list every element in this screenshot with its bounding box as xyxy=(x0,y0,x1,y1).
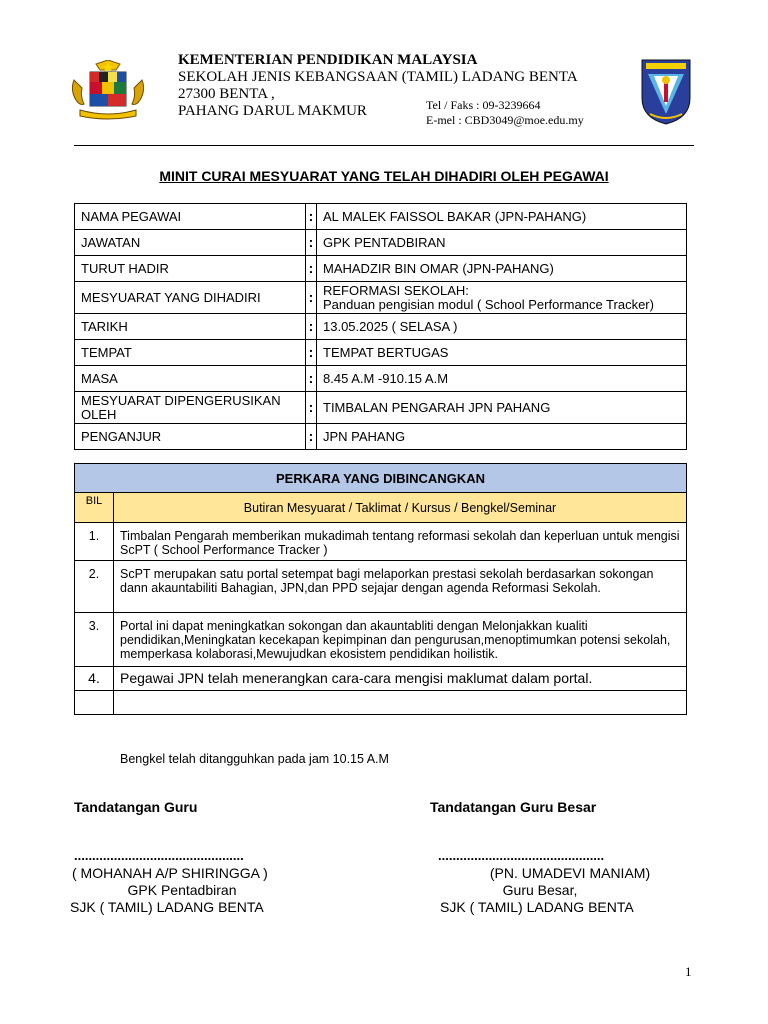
headmaster-name: (PN. UMADEVI MANIAM) xyxy=(489,865,651,881)
column-bil: BIL xyxy=(75,493,114,523)
info-value: MAHADZIR BIN OMAR (JPN-PAHANG) xyxy=(317,256,687,282)
info-row xyxy=(75,204,687,230)
item-number: 1. xyxy=(75,523,114,561)
item-number: 3. xyxy=(75,613,114,667)
teacher-signature-heading: Tandatangan Guru xyxy=(74,799,198,815)
teacher-signature-line: ............................................... xyxy=(74,848,244,863)
info-label: MASA xyxy=(75,366,306,392)
header-divider xyxy=(74,145,694,146)
info-label: TARIKH xyxy=(75,314,306,340)
discussion-heading-row xyxy=(75,464,687,493)
item-number-empty xyxy=(75,691,114,715)
info-value: GPK PENTADBIRAN xyxy=(317,230,687,256)
info-row xyxy=(75,256,687,282)
school-name: SEKOLAH JENIS KEBANGSAAN (TAMIL) LADANG BENTA xyxy=(178,69,578,85)
info-label: TURUT HADIR xyxy=(75,256,306,282)
address-line-1: 27300 BENTA , xyxy=(178,86,275,102)
item-text-empty xyxy=(114,691,687,715)
coat-of-arms-icon xyxy=(66,60,150,122)
closing-note: Bengkel telah ditangguhkan pada jam 10.15 A.M xyxy=(120,752,389,766)
teacher-school: SJK ( TAMIL) LADANG BENTA xyxy=(70,899,264,915)
info-value: TEMPAT BERTUGAS xyxy=(317,340,687,366)
info-row xyxy=(75,392,687,424)
info-value-line-1: REFORMASI SEKOLAH: xyxy=(323,282,469,298)
info-label: PENGANJUR xyxy=(75,424,306,450)
school-logo-icon xyxy=(640,58,692,126)
item-number: 2. xyxy=(75,561,114,613)
address-line-2: PAHANG DARUL MAKMUR xyxy=(178,103,367,119)
column-details: Butiran Mesyuarat / Taklimat / Kursus / Bengkel/Seminar xyxy=(114,493,687,523)
info-row xyxy=(75,314,687,340)
page-number: 1 xyxy=(685,964,692,979)
item-number: 4. xyxy=(75,667,114,691)
table-row xyxy=(75,523,687,561)
info-row xyxy=(75,340,687,366)
table-row xyxy=(75,613,687,667)
info-row xyxy=(75,424,687,450)
table-row-empty xyxy=(75,691,687,715)
table-row xyxy=(75,561,687,613)
colon-separator: : xyxy=(306,340,317,366)
page-title: MINIT CURAI MESYUARAT YANG TELAH DIHADIRI OLEH PEGAWAI xyxy=(159,168,609,184)
discussion-column-row xyxy=(75,493,687,523)
teacher-name: ( MOHANAH A/P SHIRINGGA ) xyxy=(72,865,268,881)
ministry-name: KEMENTERIAN PENDIDIKAN MALAYSIA xyxy=(178,52,478,68)
item-text: Pegawai JPN telah menerangkan cara-cara mengisi maklumat dalam portal. xyxy=(114,667,687,691)
info-value: AL MALEK FAISSOL BAKAR (JPN-PAHANG) xyxy=(317,204,687,230)
info-row xyxy=(75,230,687,256)
colon-separator: : xyxy=(306,282,317,314)
item-text: ScPT merupakan satu portal setempat bagi melaporkan prestasi sekolah berdasarkan sokongan dann akauntabiliti Bahagian, JPN,dan PPD sejajar dengan agenda Reformasi Sekolah. xyxy=(114,561,687,613)
discussion-table xyxy=(74,463,687,715)
colon-separator: : xyxy=(306,204,317,230)
info-label: NAMA PEGAWAI xyxy=(75,204,306,230)
headmaster-signature-line: .............................................. xyxy=(438,848,605,863)
info-label: MESYUARAT YANG DIHADIRI xyxy=(75,282,306,314)
info-value: TIMBALAN PENGARAH JPN PAHANG xyxy=(317,392,687,424)
colon-separator: : xyxy=(306,256,317,282)
meeting-info-table xyxy=(74,203,687,450)
info-label: MESYUARAT DIPENGERUSIKAN OLEH xyxy=(75,392,306,424)
item-text: Portal ini dapat meningkatkan sokongan dan akauntabliti dengan Melonjakkan kualiti pendidikan,Meningkatan kecekapan kepimpinan dan pengurusan,menoptimumkan potensi sekolah, memperkasa kolaborasi,Mewujudkan ekosistem pendidikan hoilistik. xyxy=(114,613,687,667)
colon-separator: : xyxy=(306,424,317,450)
colon-separator: : xyxy=(306,366,317,392)
info-row xyxy=(75,366,687,392)
discussion-heading: PERKARA YANG DIBINCANGKAN xyxy=(75,464,687,493)
email: E-mel : CBD3049@moe.edu.my xyxy=(426,113,584,127)
headmaster-school: SJK ( TAMIL) LADANG BENTA xyxy=(440,899,634,915)
info-label: JAWATAN xyxy=(75,230,306,256)
info-value: 13.05.2025 ( SELASA ) xyxy=(317,314,687,340)
teacher-role: GPK Pentadbiran xyxy=(127,882,237,898)
colon-separator: : xyxy=(306,392,317,424)
table-row xyxy=(75,667,687,691)
info-row xyxy=(75,282,687,314)
info-value: JPN PAHANG xyxy=(317,424,687,450)
colon-separator: : xyxy=(306,314,317,340)
tel-fax: Tel / Faks : 09-3239664 xyxy=(426,98,541,112)
colon-separator: : xyxy=(306,230,317,256)
info-label: TEMPAT xyxy=(75,340,306,366)
info-value-line-2: Panduan pengisian modul ( School Performance Tracker) xyxy=(323,296,654,312)
headmaster-role: Guru Besar, xyxy=(502,882,578,898)
info-value: 8.45 A.M -910.15 A.M xyxy=(317,366,687,392)
headmaster-signature-heading: Tandatangan Guru Besar xyxy=(430,799,597,815)
item-text: Timbalan Pengarah memberikan mukadimah tentang reformasi sekolah dan keperluan untuk mengisi ScPT ( School Performance Tracker ) xyxy=(114,523,687,561)
info-value xyxy=(317,282,687,314)
